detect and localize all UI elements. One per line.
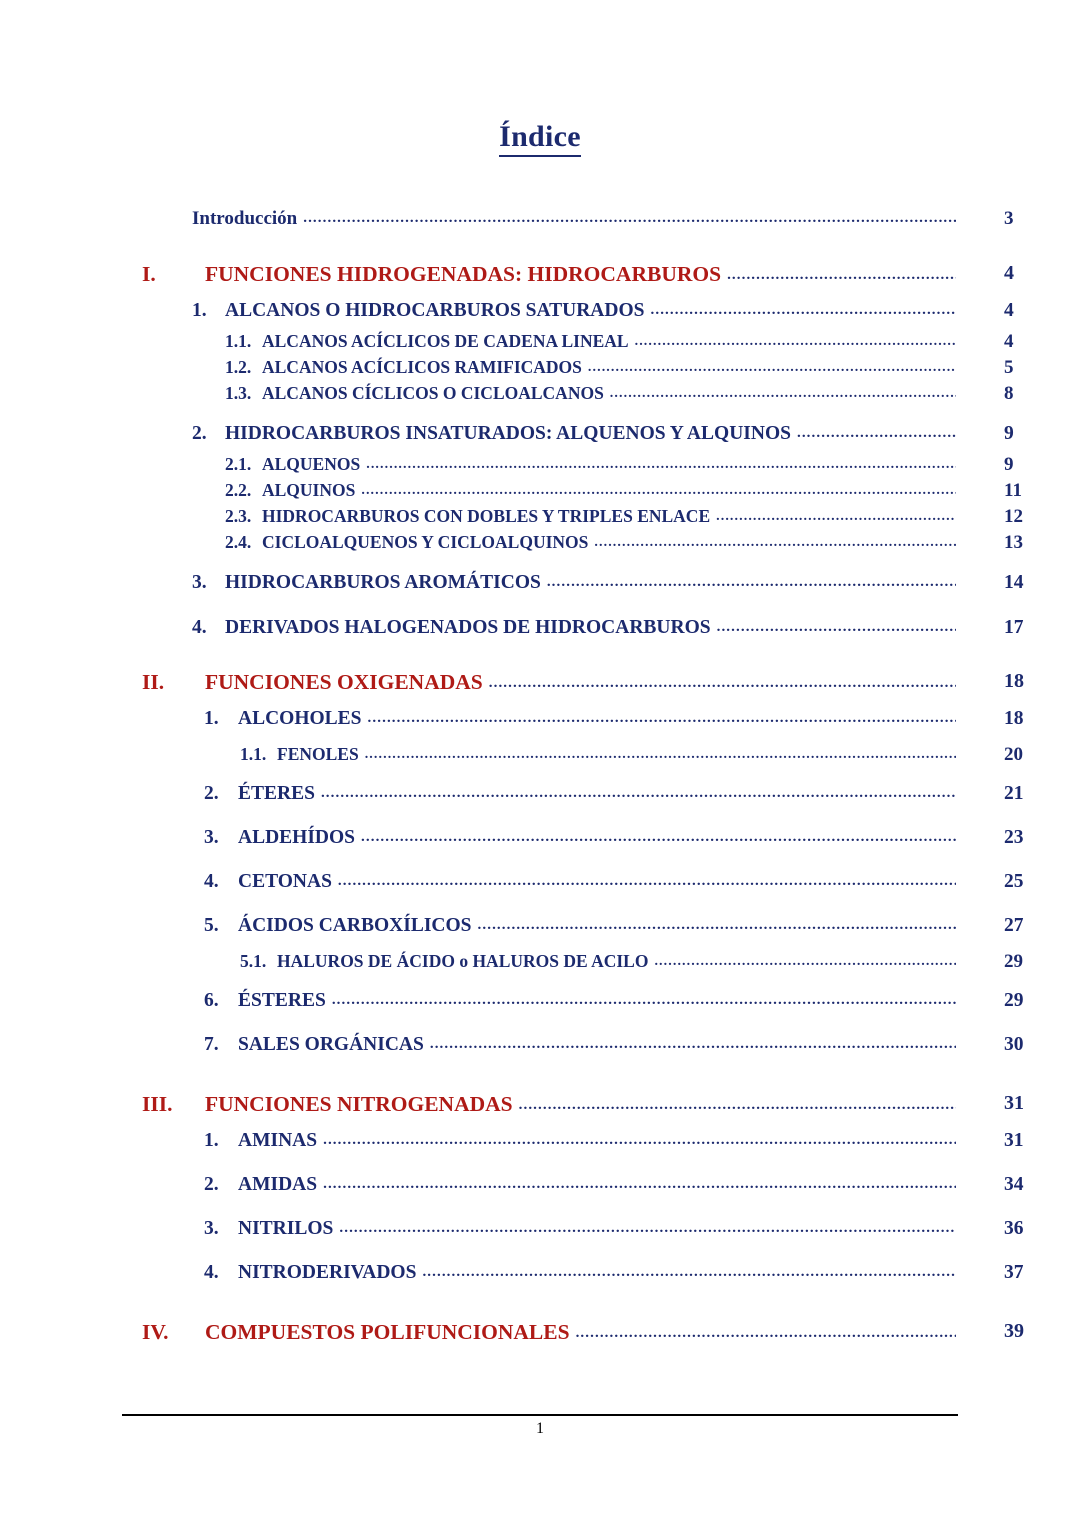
toc-spacer — [0, 775, 1080, 783]
toc-subitem-page-number: 5 — [1004, 357, 1014, 378]
toc-item-page-number: 21 — [1004, 783, 1024, 804]
toc-item[interactable] — [0, 1174, 1080, 1210]
toc-item-number: 2. — [192, 423, 207, 444]
toc-spacer — [0, 1298, 1080, 1320]
dot-leader — [594, 536, 956, 550]
toc-spacer — [0, 1070, 1080, 1092]
toc-section-ii-number: II. — [142, 670, 165, 694]
toc-subitem[interactable] — [0, 331, 1080, 357]
dot-leader — [321, 786, 956, 801]
toc-entry-introduccion-page-number: 3 — [1004, 208, 1014, 229]
toc-section-ii[interactable] — [0, 670, 1080, 708]
dot-leader — [547, 575, 956, 590]
toc-subitem[interactable] — [0, 951, 1080, 982]
toc-subitem-page-number: 20 — [1004, 744, 1023, 765]
toc-subitem-label: ALCANOS ACÍCLICOS DE CADENA LINEAL — [262, 331, 629, 351]
dot-leader — [323, 1177, 956, 1192]
toc-section-i-page-number: 4 — [1004, 262, 1014, 284]
toc-subitem-page-number: 13 — [1004, 532, 1023, 553]
toc-subitem-label: ALCANOS CÍCLICOS O CICLOALCANOS — [262, 383, 604, 403]
toc-section-i[interactable] — [0, 262, 1080, 300]
toc-spacer — [0, 982, 1080, 990]
toc-item-page-number: 29 — [1004, 990, 1024, 1011]
dot-leader — [430, 1037, 956, 1052]
dot-leader — [727, 268, 956, 283]
dot-leader — [361, 484, 956, 498]
toc-section-iii[interactable] — [0, 1092, 1080, 1130]
toc-spacer — [0, 1210, 1080, 1218]
toc-item-label: AMIDAS — [238, 1174, 318, 1195]
toc-subitem-label: ALCANOS ACÍCLICOS RAMIFICADOS — [262, 357, 582, 377]
toc-subitem-page-number: 9 — [1004, 454, 1014, 475]
toc-item-page-number: 9 — [1004, 423, 1014, 444]
toc-item-number: 4. — [204, 1262, 219, 1283]
dot-leader — [338, 874, 956, 889]
toc-subitem-number: 1.3. — [225, 383, 252, 403]
toc-subitem-number: 1.1. — [240, 744, 267, 764]
dot-leader — [610, 387, 956, 401]
toc-subitem-page-number: 12 — [1004, 506, 1023, 527]
dot-leader — [366, 458, 956, 472]
toc-item[interactable] — [0, 1262, 1080, 1298]
table-of-contents — [0, 208, 1080, 1358]
toc-subitem-number: 1.2. — [225, 357, 252, 377]
toc-section-iv-page-number: 39 — [1004, 1320, 1024, 1342]
dot-leader — [365, 748, 956, 762]
toc-item-page-number: 14 — [1004, 572, 1024, 593]
toc-spacer — [0, 863, 1080, 871]
toc-item[interactable] — [0, 827, 1080, 863]
toc-item-label: NITRILOS — [238, 1218, 334, 1239]
toc-item-number: 2. — [204, 1174, 219, 1195]
toc-spacer — [0, 1166, 1080, 1174]
toc-item-label: ÉTERES — [238, 783, 315, 804]
toc-section-iv[interactable] — [0, 1320, 1080, 1358]
toc-item-label: NITRODERIVADOS — [238, 1262, 417, 1283]
toc-item[interactable] — [0, 1218, 1080, 1254]
toc-section-iv-number: IV. — [142, 1320, 169, 1344]
toc-spacer — [0, 409, 1080, 423]
toc-item-page-number: 37 — [1004, 1262, 1024, 1283]
dot-leader — [368, 711, 956, 726]
toc-subitem-page-number: 4 — [1004, 331, 1014, 352]
toc-item-label: ALDEHÍDOS — [238, 827, 356, 848]
toc-entry-introduccion-label: Introducción — [192, 208, 298, 229]
title-label: Índice — [499, 120, 581, 153]
toc-item-page-number: 23 — [1004, 827, 1024, 848]
toc-item-label: SALES ORGÁNICAS — [238, 1034, 424, 1055]
toc-item[interactable] — [0, 617, 1080, 648]
toc-item[interactable] — [0, 871, 1080, 907]
toc-item[interactable] — [0, 783, 1080, 819]
toc-item-number: 2. — [204, 783, 219, 804]
toc-item-page-number: 18 — [1004, 708, 1024, 729]
toc-section-ii-label: FUNCIONES OXIGENADAS — [205, 670, 483, 694]
dot-leader — [339, 1221, 956, 1236]
toc-item[interactable] — [0, 423, 1080, 454]
toc-item-number: 1. — [192, 300, 207, 321]
toc-item[interactable] — [0, 1034, 1080, 1070]
toc-item-number: 1. — [204, 1130, 219, 1151]
toc-item-number: 3. — [204, 827, 219, 848]
toc-item-label: ÉSTERES — [238, 990, 326, 1011]
toc-item-page-number: 17 — [1004, 617, 1024, 638]
toc-subitem-page-number: 29 — [1004, 951, 1023, 972]
toc-subitem[interactable] — [0, 357, 1080, 383]
dot-leader — [797, 426, 956, 441]
toc-subitem-label: FENOLES — [277, 744, 359, 764]
toc-item-page-number: 31 — [1004, 1130, 1024, 1151]
toc-subitem[interactable] — [0, 506, 1080, 532]
toc-spacer — [0, 558, 1080, 572]
toc-item-label: HIDROCARBUROS AROMÁTICOS — [225, 572, 541, 593]
dot-leader — [361, 830, 956, 845]
footer-page-number: 1 — [536, 1420, 544, 1437]
toc-spacer — [0, 907, 1080, 915]
toc-item-page-number: 4 — [1004, 300, 1014, 321]
toc-section-i-number: I. — [142, 262, 156, 286]
toc-subitem[interactable] — [0, 744, 1080, 775]
toc-item-number: 7. — [204, 1034, 219, 1055]
toc-item-number: 1. — [204, 708, 219, 729]
toc-subitem-number: 2.2. — [225, 480, 252, 500]
toc-item-page-number: 25 — [1004, 871, 1024, 892]
toc-item[interactable] — [0, 572, 1080, 603]
dot-leader — [588, 361, 956, 375]
dot-leader — [716, 510, 956, 524]
toc-section-iii-number: III. — [142, 1092, 173, 1116]
dot-leader — [651, 303, 957, 318]
toc-entry-introduccion[interactable] — [0, 208, 1080, 240]
toc-subitem-number: 2.4. — [225, 532, 252, 552]
toc-item-label: ALCANOS O HIDROCARBUROS SATURADOS — [225, 300, 645, 321]
dot-leader — [519, 1098, 956, 1113]
dot-leader — [303, 211, 956, 226]
toc-item-label: CETONAS — [238, 871, 332, 892]
toc-subitem[interactable] — [0, 454, 1080, 480]
toc-item-label: ÁCIDOS CARBOXÍLICOS — [238, 915, 472, 936]
toc-subitem-number: 1.1. — [225, 331, 252, 351]
toc-item-label: ALCOHOLES — [238, 708, 362, 729]
toc-item-label: HIDROCARBUROS INSATURADOS: ALQUENOS Y ALQUINOS — [225, 423, 791, 444]
toc-subitem[interactable] — [0, 383, 1080, 409]
toc-subitem-number: 5.1. — [240, 951, 267, 971]
toc-item-page-number: 36 — [1004, 1218, 1024, 1239]
dot-leader — [332, 993, 956, 1008]
toc-item[interactable] — [0, 915, 1080, 951]
dot-leader — [635, 335, 956, 349]
toc-item[interactable] — [0, 990, 1080, 1026]
dot-leader — [323, 1133, 956, 1148]
toc-spacer — [0, 819, 1080, 827]
toc-section-iv-label: COMPUESTOS POLIFUNCIONALES — [205, 1320, 570, 1344]
toc-item[interactable] — [0, 708, 1080, 744]
toc-subitem-number: 2.1. — [225, 454, 252, 474]
toc-spacer — [0, 1254, 1080, 1262]
dot-leader — [489, 676, 956, 691]
toc-item-page-number: 30 — [1004, 1034, 1024, 1055]
dot-leader — [576, 1326, 956, 1341]
toc-spacer — [0, 1026, 1080, 1034]
dot-leader — [654, 955, 956, 969]
dot-leader — [478, 918, 956, 933]
toc-subitem-label: HALUROS DE ÁCIDO o HALUROS DE ACILO — [277, 951, 649, 971]
toc-item-number: 4. — [204, 871, 219, 892]
toc-section-iii-page-number: 31 — [1004, 1092, 1024, 1114]
toc-subitem-page-number: 8 — [1004, 383, 1014, 404]
toc-item[interactable] — [0, 300, 1080, 331]
toc-subitem-number: 2.3. — [225, 506, 252, 526]
toc-subitem-label: CICLOALQUENOS Y CICLOALQUINOS — [262, 532, 589, 552]
dot-leader — [717, 620, 956, 635]
toc-spacer — [0, 648, 1080, 670]
toc-item-label: AMINAS — [238, 1130, 318, 1151]
footer-divider — [122, 1414, 958, 1416]
toc-subitem-label: ALQUINOS — [262, 480, 356, 500]
toc-item-number: 5. — [204, 915, 219, 936]
toc-section-ii-page-number: 18 — [1004, 670, 1024, 692]
toc-item-number: 4. — [192, 617, 207, 638]
toc-item-page-number: 34 — [1004, 1174, 1024, 1195]
toc-item-number: 3. — [204, 1218, 219, 1239]
toc-item-label: DERIVADOS HALOGENADOS DE HIDROCARBUROS — [225, 617, 711, 638]
toc-spacer — [0, 603, 1080, 617]
toc-subitem[interactable] — [0, 532, 1080, 558]
toc-item-number: 3. — [192, 572, 207, 593]
toc-subitem-label: HIDROCARBUROS CON DOBLES Y TRIPLES ENLACE — [262, 506, 711, 526]
page-title-text — [499, 120, 581, 157]
toc-subitem-label: ALQUENOS — [262, 454, 361, 474]
toc-item[interactable] — [0, 1130, 1080, 1166]
toc-subitem[interactable] — [0, 480, 1080, 506]
dot-leader — [422, 1265, 956, 1280]
toc-spacer — [0, 240, 1080, 262]
toc-item-page-number: 27 — [1004, 915, 1024, 936]
toc-section-iii-label: FUNCIONES NITROGENADAS — [205, 1092, 513, 1116]
toc-subitem-page-number: 11 — [1004, 480, 1022, 501]
toc-section-i-label: FUNCIONES HIDROGENADAS: HIDROCARBUROS — [205, 262, 722, 286]
toc-item-number: 6. — [204, 990, 219, 1011]
page-title — [0, 120, 1080, 154]
